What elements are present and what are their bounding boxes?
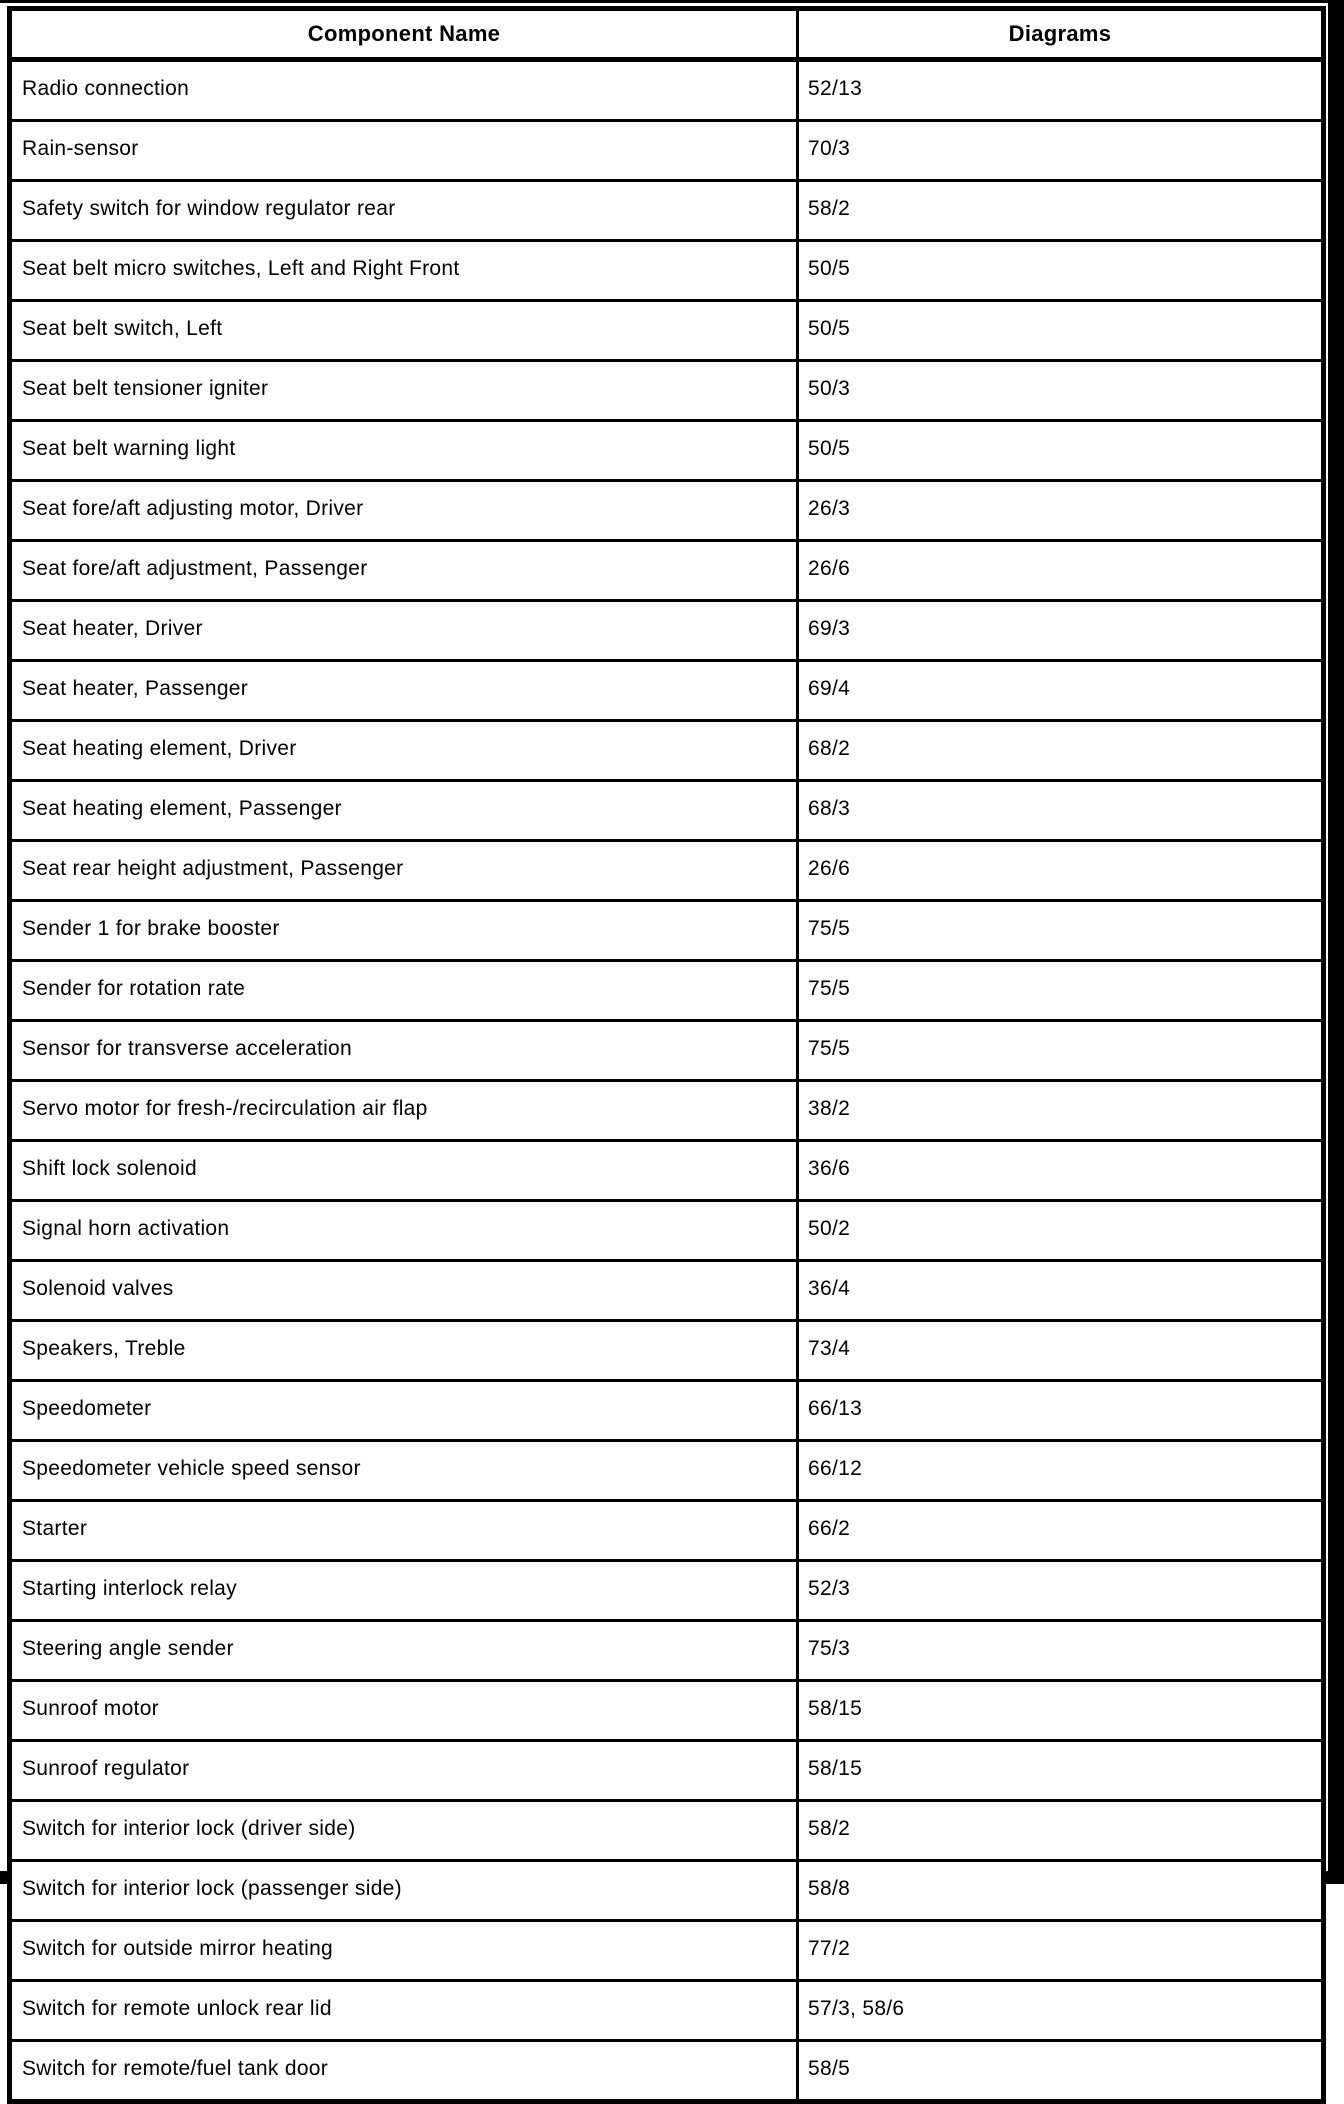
- column-header-component-name: Component Name: [10, 9, 798, 60]
- diagrams-cell: 52/13: [798, 60, 1324, 121]
- table-row: [10, 60, 1324, 121]
- component-cell: Switch for remote unlock rear lid: [10, 1981, 798, 2041]
- component-cell: Seat fore/aft adjusting motor, Driver: [10, 481, 798, 541]
- table-row: [10, 1381, 1324, 1441]
- diagrams-cell: 68/3: [798, 781, 1324, 841]
- component-cell: Switch for interior lock (driver side): [10, 1801, 798, 1861]
- diagrams-cell: 26/6: [798, 541, 1324, 601]
- diagrams-cell: 50/5: [798, 301, 1324, 361]
- table-row: [10, 1501, 1324, 1561]
- diagrams-cell: 36/6: [798, 1141, 1324, 1201]
- table-row: [10, 721, 1324, 781]
- diagrams-cell: 58/5: [798, 2041, 1324, 2102]
- diagrams-cell: 75/5: [798, 901, 1324, 961]
- component-cell: Sunroof motor: [10, 1681, 798, 1741]
- table-row: [10, 1981, 1324, 2041]
- table-row: [10, 241, 1324, 301]
- component-cell: Starter: [10, 1501, 798, 1561]
- diagrams-cell: 69/3: [798, 601, 1324, 661]
- diagrams-cell: 58/15: [798, 1681, 1324, 1741]
- component-cell: Speedometer: [10, 1381, 798, 1441]
- diagrams-cell: 58/2: [798, 181, 1324, 241]
- table-row: [10, 1321, 1324, 1381]
- table-row: [10, 1681, 1324, 1741]
- component-cell: Sensor for transverse acceleration: [10, 1021, 798, 1081]
- table-row: [10, 121, 1324, 181]
- component-cell: Speakers, Treble: [10, 1321, 798, 1381]
- component-cell: Seat belt warning light: [10, 421, 798, 481]
- diagrams-cell: 58/2: [798, 1801, 1324, 1861]
- diagrams-cell: 66/12: [798, 1441, 1324, 1501]
- table-row: [10, 421, 1324, 481]
- table-row: [10, 1741, 1324, 1801]
- table-row: [10, 1261, 1324, 1321]
- component-cell: Safety switch for window regulator rear: [10, 181, 798, 241]
- component-cell: Servo motor for fresh-/recirculation air flap: [10, 1081, 798, 1141]
- diagrams-cell: 77/2: [798, 1921, 1324, 1981]
- table-row: [10, 961, 1324, 1021]
- table-row: [10, 661, 1324, 721]
- diagrams-cell: 50/3: [798, 361, 1324, 421]
- component-cell: Sunroof regulator: [10, 1741, 798, 1801]
- diagrams-cell: 26/3: [798, 481, 1324, 541]
- component-cell: Seat rear height adjustment, Passenger: [10, 841, 798, 901]
- diagrams-cell: 66/2: [798, 1501, 1324, 1561]
- diagrams-cell: 73/4: [798, 1321, 1324, 1381]
- table-row: [10, 1081, 1324, 1141]
- component-cell: Switch for interior lock (passenger side): [10, 1861, 798, 1921]
- component-cell: Steering angle sender: [10, 1621, 798, 1681]
- component-cell: Seat belt switch, Left: [10, 301, 798, 361]
- component-cell: Radio connection: [10, 60, 798, 121]
- diagrams-cell: 75/3: [798, 1621, 1324, 1681]
- component-cell: Seat heating element, Driver: [10, 721, 798, 781]
- table-row: [10, 1621, 1324, 1681]
- diagrams-cell: 26/6: [798, 841, 1324, 901]
- component-cell: Solenoid valves: [10, 1261, 798, 1321]
- component-cell: Switch for outside mirror heating: [10, 1921, 798, 1981]
- table-row: [10, 1861, 1324, 1921]
- table-row: [10, 1921, 1324, 1981]
- diagrams-cell: 50/2: [798, 1201, 1324, 1261]
- table-row: [10, 601, 1324, 661]
- table-row: [10, 1201, 1324, 1261]
- table-row: [10, 361, 1324, 421]
- table-row: [10, 2041, 1324, 2102]
- component-cell: Sender for rotation rate: [10, 961, 798, 1021]
- component-cell: Seat belt micro switches, Left and Right Front: [10, 241, 798, 301]
- component-cell: Speedometer vehicle speed sensor: [10, 1441, 798, 1501]
- component-cell: Signal horn activation: [10, 1201, 798, 1261]
- table-row: [10, 781, 1324, 841]
- component-cell: Seat fore/aft adjustment, Passenger: [10, 541, 798, 601]
- component-cell: Rain-sensor: [10, 121, 798, 181]
- table-row: [10, 1021, 1324, 1081]
- table-row: [10, 1441, 1324, 1501]
- diagrams-cell: 70/3: [798, 121, 1324, 181]
- table-row: [10, 901, 1324, 961]
- diagrams-cell: 58/15: [798, 1741, 1324, 1801]
- column-header-diagrams: Diagrams: [798, 9, 1324, 60]
- component-cell: Sender 1 for brake booster: [10, 901, 798, 961]
- component-cell: Seat belt tensioner igniter: [10, 361, 798, 421]
- header-row: [10, 9, 1324, 60]
- table-row: [10, 841, 1324, 901]
- table-row: [10, 301, 1324, 361]
- component-cell: Seat heater, Passenger: [10, 661, 798, 721]
- table-row: [10, 1141, 1324, 1201]
- component-cell: Starting interlock relay: [10, 1561, 798, 1621]
- diagrams-cell: 52/3: [798, 1561, 1324, 1621]
- diagrams-cell: 68/2: [798, 721, 1324, 781]
- table-row: [10, 1561, 1324, 1621]
- component-cell: Switch for remote/fuel tank door: [10, 2041, 798, 2102]
- component-cell: Shift lock solenoid: [10, 1141, 798, 1201]
- scan-edge-right-artifact: [1328, 0, 1344, 1884]
- component-cell: Seat heating element, Passenger: [10, 781, 798, 841]
- table-body: [10, 60, 1324, 2102]
- diagrams-cell: 50/5: [798, 241, 1324, 301]
- scan-edge-top-artifact: [0, 0, 1344, 3]
- diagrams-cell: 75/5: [798, 961, 1324, 1021]
- diagrams-cell: 36/4: [798, 1261, 1324, 1321]
- table-row: [10, 481, 1324, 541]
- diagrams-cell: 75/5: [798, 1021, 1324, 1081]
- table-row: [10, 181, 1324, 241]
- components-table: [7, 6, 1326, 2104]
- diagrams-cell: 69/4: [798, 661, 1324, 721]
- diagrams-cell: 57/3, 58/6: [798, 1981, 1324, 2041]
- component-cell: Seat heater, Driver: [10, 601, 798, 661]
- table-row: [10, 541, 1324, 601]
- diagrams-cell: 50/5: [798, 421, 1324, 481]
- diagrams-cell: 66/13: [798, 1381, 1324, 1441]
- diagrams-cell: 58/8: [798, 1861, 1324, 1921]
- diagrams-cell: 38/2: [798, 1081, 1324, 1141]
- table-row: [10, 1801, 1324, 1861]
